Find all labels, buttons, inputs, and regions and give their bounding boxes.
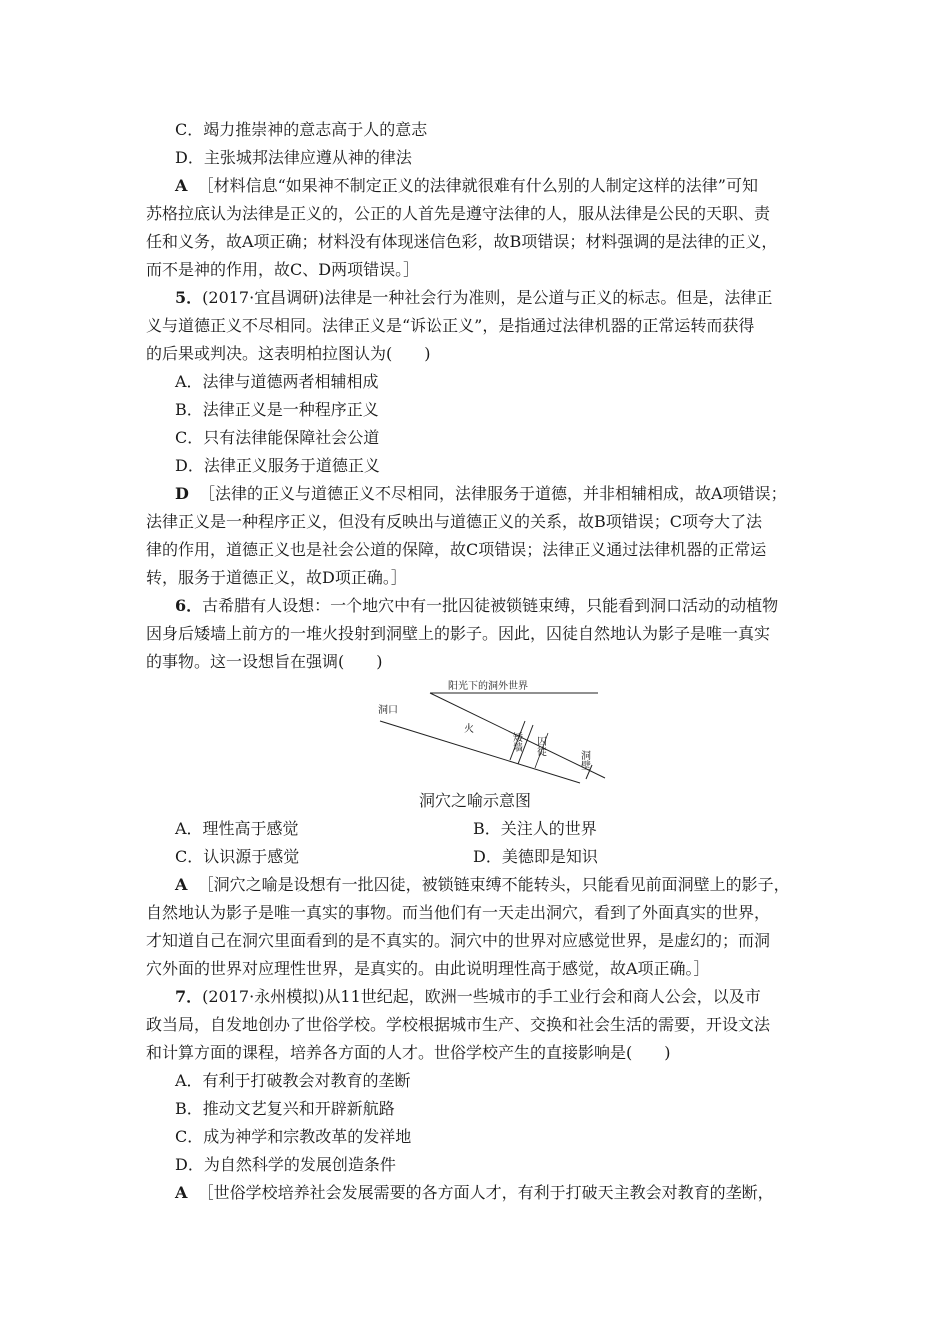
q5-answer-line-3: 律的作用，道德正义也是社会公道的保障，故C项错误；法律正义通过法律机器的正常运 xyxy=(146,540,767,559)
q7-option-a: A．有利于打破教会对教育的垄断 xyxy=(175,1071,411,1090)
q4-option-c: C．竭力推崇神的意志高于人的意志 xyxy=(175,120,428,139)
q7-answer-line-1 xyxy=(175,1182,774,1204)
q5-answer-letter: D xyxy=(175,484,189,503)
q5-number: 5． xyxy=(175,288,203,307)
q4-option-d: D．主张城邦法律应遵从神的律法 xyxy=(175,148,412,167)
diagram-prisoner-label: 囚徒 xyxy=(534,736,546,756)
q6-number: 6． xyxy=(175,596,203,615)
q7-answer-text-1: ［世俗学校培养社会发展需要的各方面人才，有利于打破天主教会对教育的垄断， xyxy=(197,1183,774,1202)
q7-answer-letter: A xyxy=(175,1183,188,1202)
q7-option-c: C．成为神学和宗教改革的发祥地 xyxy=(175,1127,412,1146)
q5-option-d: D．法律正义服务于道德正义 xyxy=(175,456,380,475)
q5-stem-text-1: (2017·宜昌调研)法律是一种社会行为准则，是公道与正义的标志。但是，法律正 xyxy=(202,288,773,307)
q6-answer-line-1 xyxy=(175,874,790,896)
q6-answer-line-2: 自然地认为影子是唯一真实的事物。而当他们有一天走出洞穴，看到了外面真实的世界， xyxy=(146,903,771,922)
q6-option-c: C．认识源于感觉 xyxy=(175,847,300,866)
cave-lower-boundary xyxy=(380,721,580,783)
diagram-fire-label: 火 xyxy=(464,724,474,735)
q5-option-a: A．法律与道德两者相辅相成 xyxy=(175,372,379,391)
q4-answer-text-1: ［材料信息“如果神不制定正义的法律就很难有什么别的人制定这样的法律”可知 xyxy=(197,176,758,195)
q4-answer-line-1 xyxy=(175,175,758,197)
q5-stem-line-1 xyxy=(175,287,772,309)
q7-stem-line-2: 政当局，自发地创办了世俗学校。学校根据城市生产、交换和社会生活的需要，开设文法 xyxy=(146,1015,771,1034)
q6-answer-line-3: 才知道自己在洞穴里面看到的是不真实的。洞穴中的世界对应感觉世界，是虚幻的；而洞 xyxy=(146,931,771,950)
q7-option-d: D．为自然科学的发展创造条件 xyxy=(175,1155,396,1174)
q6-option-a: A．理性高于感觉 xyxy=(175,819,299,838)
q5-option-b: B．法律正义是一种程序正义 xyxy=(175,400,379,419)
diagram-caption: 洞穴之喻示意图 xyxy=(418,791,531,810)
q5-answer-line-4: 转，服务于道德正义，故D项正确。］ xyxy=(146,568,407,587)
q6-stem-line-3: 的事物。这一设想旨在强调( ) xyxy=(146,652,383,671)
q7-number: 7． xyxy=(175,987,203,1006)
q5-option-c: C．只有法律能保障社会公道 xyxy=(175,428,380,447)
diagram-mouth-label: 洞口 xyxy=(378,705,398,716)
q4-answer-line-2: 苏格拉底认为法律是正义的，公正的人首先是遵守法律的人，服从法律是公民的天职、责 xyxy=(146,204,771,223)
diagram-cave-wall-label: 洞壁 xyxy=(578,750,590,770)
q5-answer-line-1 xyxy=(175,483,787,505)
q5-stem-line-2: 义与道德正义不尽相同。法律正义是“诉讼正义”，是指通过法律机器的正常运转而获得 xyxy=(146,316,755,335)
q6-option-b: B．关注人的世界 xyxy=(473,819,597,838)
q5-stem-line-3: 的后果或判决。这表明柏拉图认为( ) xyxy=(146,344,431,363)
q4-answer-line-4: 而不是神的作用，故C、D两项错误。］ xyxy=(146,260,420,279)
q4-answer-letter: A xyxy=(175,176,188,195)
q6-stem-line-1 xyxy=(175,595,778,617)
q6-option-d: D．美德即是知识 xyxy=(473,847,598,866)
q7-stem-text-1: (2017·永州模拟)从11世纪起，欧洲一些城市的手工业行会和商人公会，以及市 xyxy=(202,987,761,1006)
q5-answer-text-1: ［法律的正义与道德正义不尽相同，法律服务于道德，并非相辅相成，故A项错误； xyxy=(199,484,787,503)
q6-answer-letter: A xyxy=(175,875,188,894)
q7-stem-line-3: 和计算方面的课程，培养各方面的人才。世俗学校产生的直接影响是( ) xyxy=(146,1043,671,1062)
diagram-low-wall-label: 矮墙 xyxy=(510,732,522,752)
q7-option-b: B．推动文艺复兴和开辟新航路 xyxy=(175,1099,395,1118)
q6-stem-text-1: 古希腊有人设想：一个地穴中有一批囚徒被锁链束缚，只能看到洞口活动的动植物 xyxy=(202,596,779,615)
q6-stem-line-2: 因身后矮墙上前方的一堆火投射到洞壁上的影子。因此，囚徒自然地认为影子是唯一真实 xyxy=(146,624,771,643)
cave-allegory-diagram xyxy=(370,678,610,786)
q7-stem-line-1 xyxy=(175,986,761,1008)
q5-answer-line-2: 法律正义是一种程序正义，但没有反映出与道德正义的关系，故B项错误；C项夸大了法 xyxy=(146,512,763,531)
q4-answer-line-3: 任和义务，故A项正确；材料没有体现迷信色彩，故B项错误；材料强调的是法律的正义， xyxy=(146,232,778,251)
q6-answer-text-1: ［洞穴之喻是设想有一批囚徒，被锁链束缚不能转头，只能看见前面洞壁上的影子， xyxy=(197,875,790,894)
diagram-outside-label: 阳光下的洞外世界 xyxy=(448,681,528,692)
q6-answer-line-4: 穴外面的世界对应理性世界，是真实的。由此说明理性高于感觉，故A项正确。］ xyxy=(146,959,710,978)
